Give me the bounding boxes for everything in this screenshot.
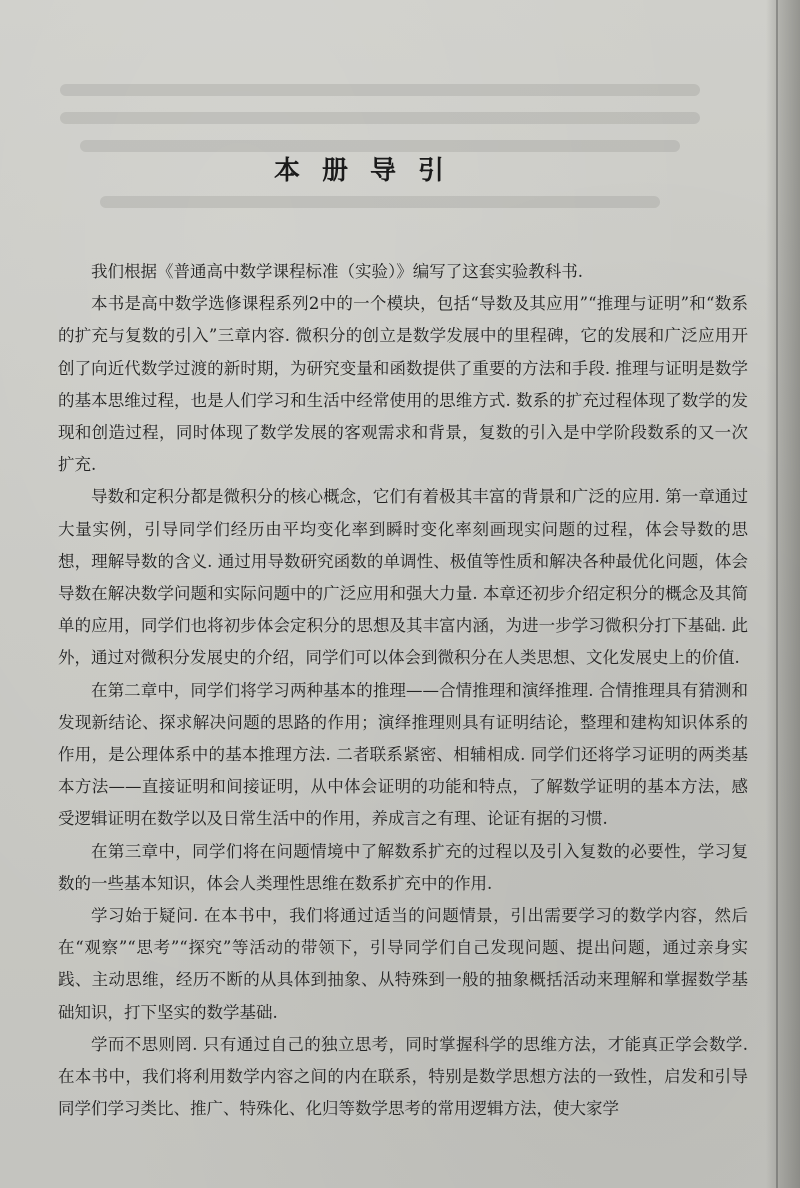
paragraph: 导数和定积分都是微积分的核心概念，它们有着极其丰富的背景和广泛的应用. 第一章通过大量实例，引导同学们经历由平均变化率到瞬时变化率刻画现实问题的过程，体会导数的思想，理解导数的含义. 通过用导数研究函数的单调性、极值等性质和解决各种最优化问题，体会导数在解决数学问题和实际问题中的广泛应用和强大力量. 本章还初步介绍定积分的概念及其简单的应用，同学们也将初步体会定积分的思想及其丰富内涵，为进一步学习微积分打下基础. 此外，通过对微积分发展史的介绍，同学们可以体会到微积分在人类思想、文化发展史上的价值. (58, 487, 748, 668)
page-crease (776, 0, 778, 1188)
paragraph: 在第二章中，同学们将学习两种基本的推理——合情推理和演绎推理. 合情推理具有猜测和发现新结论、探求解决问题的思路的作用；演绎推理则具有证明结论，整理和建构知识体系的作用，是公理体系中的基本推理方法. 二者联系紧密、相辅相成. 同学们还将学习证明的两类基本方法——直接证明和间接证明，从中体会证明的功能和特点，了解数学证明的基本方法，感受逻辑证明在数学以及日常生活中的作用，养成言之有理、论证有据的习惯. (58, 680, 748, 829)
body-text (58, 256, 748, 1125)
paragraph: 学而不思则罔. 只有通过自己的独立思考，同时掌握科学的思维方法，才能真正学会数学. 在本书中，我们将利用数学内容之间的内在联系，特别是数学思想方法的一致性，启发和引导同学们学习类比、推广、特殊化、化归等数学思考的常用逻辑方法，使大家学 (58, 1034, 748, 1119)
paragraph: 学习始于疑问. 在本书中，我们将通过适当的问题情景，引出需要学习的数学内容，然后在“观察”“思考”“探究”等活动的带领下，引导同学们自己发现问题、提出问题，通过亲身实践、主动思维，经历不断的从具体到抽象、从特殊到一般的抽象概括活动来理解和掌握数学基础知识，打下坚实的数学基础. (58, 906, 748, 1022)
page-binding-shadow (766, 0, 800, 1188)
bleed-through-texture (60, 112, 700, 124)
bleed-through-texture (100, 196, 660, 208)
page-title: 本册导引 (273, 156, 466, 186)
bleed-through-texture (60, 84, 700, 96)
paragraph: 在第三章中，同学们将在问题情境中了解数系扩充的过程以及引入复数的必要性，学习复数的一些基本知识，体会人类理性思维在数系扩充中的作用. (58, 841, 748, 893)
paragraph: 本书是高中数学选修课程系列2中的一个模块，包括“导数及其应用”“推理与证明”和“数系的扩充与复数的引入”三章内容. 微积分的创立是数学发展中的里程碑，它的发展和广泛应用开创了向近代数学过渡的新时期，为研究变量和函数提供了重要的方法和手段. 推理与证明是数学的基本思维过程，也是人们学习和生活中经常使用的思维方式. 数系的扩充过程体现了数学的发现和创造过程，同时体现了数学发展的客观需求和背景，复数的引入是中学阶段数系的又一次扩充. (58, 294, 748, 475)
paragraph: 我们根据《普通高中数学课程标准（实验）》编写了这套实验教科书. (91, 262, 583, 281)
